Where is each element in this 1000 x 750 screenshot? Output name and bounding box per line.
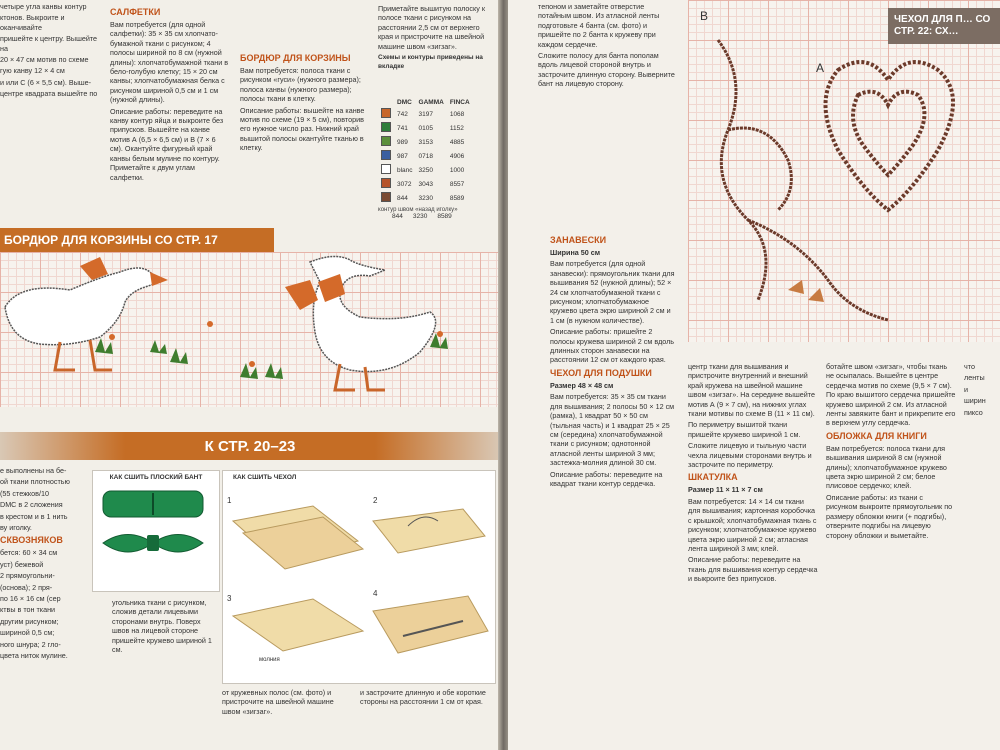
legend-swatch bbox=[381, 150, 391, 160]
legend-swatch bbox=[381, 136, 391, 146]
curtains-column: ЗАНАВЕСКИ Ширина 50 см Вам потребуется (для одной занавески): прямоугольник ткани для вышивания 52 (нужной длины); 52 × 24 см хлопчатобумажной ткани с рисунком; хлопчатобумажное кружево цвета экрю шириной 2 см и 1 см (в нужном количестве). Описание работы: пришейте 2 полосы кружева шириной 2 см вдоль длинных сторон занавески на расстоянии 12 см от каждого края. ЧЕХОЛ ДЛЯ ПОДУШКИ Размер 48 × 48 см Вам потребуется: 35 × 35 см ткани для вышивания; 2 полосы 50 × 12 см (рамка), 1 квадрат 50 × 50 см (тыльная часть) и 1 квадрат 25 × 25 см (середина) хлопчатобумажной ткани с рисунком; однотонной атласной ленты шириной 3 мм; застежка-молния длиной 30 см. Описание работы: переведите на квадрат ткани контур сердечка. bbox=[550, 235, 675, 488]
cover-sewing-title: КАК СШИТЬ ЧЕХОЛ bbox=[233, 474, 297, 481]
legend-row bbox=[378, 107, 473, 121]
left-bottom-col2: угольника ткани с рисунком, сложив детали лицевыми сторонами внутрь. Поверх швов на лицевой стороне пришейте кружево шириной 1 см. bbox=[112, 598, 212, 655]
step-3-label: 3 bbox=[227, 594, 232, 603]
heart-motif bbox=[826, 62, 954, 210]
legend-dmc-code: blanc bbox=[397, 166, 413, 174]
basket-border-column bbox=[240, 50, 365, 155]
legend-gamma-code: 3250 bbox=[418, 166, 434, 174]
legend-header-dmc: DMC bbox=[397, 99, 412, 106]
legend-swatch bbox=[381, 192, 391, 202]
flat-bow-illustration bbox=[92, 470, 220, 592]
legend-finca-code: 8557 bbox=[449, 180, 465, 188]
schemes-note: Схемы и контуры приведены на вкладке bbox=[378, 54, 483, 71]
right-top-col1: тепоном и заметайте отверстие потайным швом. Из атласной ленты подготовьте 4 банта (см. фото) и пришейте по 2 банта к кружеву при каждом сердечке. Сложите полосу для банта пополам вдоль лицевой стороной внутрь и застрочите длинную сторону. Выверните бант на лицевую сторону. bbox=[538, 2, 675, 89]
basket-border-banner: БОРДЮР ДЛЯ КОРЗИНЫ СО СТР. 17 bbox=[0, 228, 274, 252]
flat-bow-title: КАК СШИТЬ ПЛОСКИЙ БАНТ bbox=[109, 474, 203, 481]
legend-row bbox=[378, 149, 473, 163]
pillow-cover-heading: ЧЕХОЛ ДЛЯ ПОДУШКИ bbox=[550, 367, 652, 378]
bow-drawing bbox=[93, 481, 219, 581]
goose-1 bbox=[5, 257, 168, 370]
curtains-heading: ЗАНАВЕСКИ bbox=[550, 235, 607, 245]
left-top-col1: четыре угла канвы контур ктонов. Выкроите и оканчивайте пришейте к центру. Вышейте на 20 × 47 см мотив по схеме гую канву 12 × 4 см и или С (6 × 5,5 см). Выше- центре квадрата вышейте по bbox=[0, 2, 98, 99]
legend-finca-code: 1000 bbox=[449, 166, 465, 174]
basket-border-column-2: Приметайте вышитую полоску к полосе ткани с рисунком на расстоянии 2,5 см от верхнего края и пристрочите на швейной машине швом «зигзаг». Схемы и контуры приведены на вкладке bbox=[378, 4, 496, 74]
goose-pattern-svg bbox=[0, 252, 500, 407]
legend-dmc-code: 742 bbox=[397, 110, 408, 118]
right-right-column: ботайте швом «зигзаг», чтобы ткань не осыпалась. Вышейте в центре сердечка мотив по схеме (9,5 × 7 см). По краю вышитого сердечка пришейте кружево шириной 2 см. Из атласной ленты завяжите бант и прикрепите его в верхнем углу сердечка. ОБЛОЖКА ДЛЯ КНИГИ Вам потребуется: полоса ткани для вышивания шириной 8 см (нужной длины); хлопчатобумажное кружево цвета экрю шириной 2 см; белое плисовое сердечко; клей. Описание работы: из ткани с рисунком выкроите прямоугольник по размеру обложки книги (+ подгибы), отверните подгибы на лицевую сторону обложки и выметайте. bbox=[826, 362, 956, 540]
legend-contour-label: контур швом «назад иголку» bbox=[378, 207, 458, 213]
legend-row bbox=[378, 177, 473, 191]
legend-dmc-code: 741 bbox=[397, 124, 408, 132]
legend-row bbox=[378, 135, 473, 149]
legend-finca-code: 8589 bbox=[449, 194, 465, 202]
legend-gamma-code: 3153 bbox=[418, 138, 434, 146]
legend-finca-code: 1152 bbox=[449, 124, 464, 132]
legend-row bbox=[378, 121, 473, 135]
legend-swatch bbox=[381, 108, 391, 118]
legend-row bbox=[378, 191, 473, 205]
legend-gamma-code: 0105 bbox=[418, 124, 434, 132]
legend-gamma-code: 3230 bbox=[418, 194, 434, 202]
step-1-label: 1 bbox=[227, 496, 232, 505]
zipper-label: молния bbox=[259, 657, 280, 663]
legend-row bbox=[378, 163, 473, 177]
goose-cross-stitch-chart bbox=[0, 252, 500, 407]
book-cover-heading: ОБЛОЖКА ДЛЯ КНИГИ bbox=[826, 430, 927, 441]
pillow-cover-size: Размер 48 × 48 см bbox=[550, 380, 614, 390]
legend-finca-code: 4906 bbox=[449, 152, 465, 160]
legend-dmc-code: 844 bbox=[397, 194, 408, 202]
legend-gamma-code: 3197 bbox=[418, 110, 434, 118]
vine-motif bbox=[718, 40, 888, 320]
legend-gamma-code: 0718 bbox=[418, 152, 434, 160]
leaf-accents bbox=[788, 280, 824, 302]
heart-cross-stitch-chart bbox=[688, 0, 1000, 342]
left-bottom-col4: и застрочите длинную и обе короткие стороны на расстоянии 1 см от края. bbox=[360, 688, 486, 707]
basket-border-heading: БОРДЮР ДЛЯ КОРЗИНЫ bbox=[240, 53, 351, 63]
chart-label-b: В bbox=[700, 9, 709, 23]
cover-steps-drawing bbox=[223, 481, 495, 681]
color-legend bbox=[378, 98, 496, 220]
box-size: Размер 11 × 11 × 7 см bbox=[688, 485, 763, 495]
legend-swatch bbox=[381, 122, 391, 132]
napkins-column bbox=[110, 4, 230, 184]
napkins-heading: САЛФЕТКИ bbox=[110, 7, 161, 17]
napkins-materials: Вам потребуется (для одной салфетки): 35 × 35 см хлопчато-бумажной ткани с рисунком; 4 полосы шириной по 8 см (нужной длины): хлопчатобумажной ткани в бело-голубую клетку; 15 × 20 см канвы; хлопчатобумажная белка с рисунком шириной 0,5 см и 1 см (нужной длины). bbox=[110, 20, 229, 105]
basket-border-materials: Вам потребуется: полоса ткани с рисунком «гуси» (нужного размера); полоса канвы (нужного размера); полосы ткани в клетку. bbox=[240, 66, 361, 104]
napkins-description: Описание работы: переведите на канву контур яйца и выкроите без припусков. Вышейте на канве мотив А (6,5 × 6,5 см) и В (7 × 6 см). Окантуйте фигурный край канвы белым мулине по контуру. Приметайте к двум углам салфетки. bbox=[110, 106, 224, 182]
legend-header-finca: FINCA bbox=[449, 99, 470, 106]
legend-gamma-code: 3043 bbox=[418, 180, 434, 188]
heart-pattern-svg bbox=[688, 0, 1000, 342]
left-bottom-col1: е выполнены на бе- ой ткани плотностью (55 стежков/10 DMC в 2 сложения в крестом и в 1 нить ву иголку. СКВОЗНЯКОВ бется: 60 × 34 см уст) бежевой 2 прямоугольни- (основа); 2 пря- по 16 × 16 см (сер ктвы в тон ткани другим рисунком; шириной 0,5 см; ного шнура; 2 гло- цвета ниток мулине. bbox=[0, 466, 86, 663]
pages-20-23-banner: К СТР. 20–23 bbox=[0, 432, 500, 460]
step-2-label: 2 bbox=[373, 496, 378, 505]
box-heading: ШКАТУЛКА bbox=[688, 472, 738, 483]
step-4-label: 4 bbox=[373, 589, 378, 598]
chart-label-a: А bbox=[816, 61, 825, 75]
goose-2 bbox=[285, 256, 436, 390]
legend-header-gamma: GAMMA bbox=[418, 99, 444, 106]
right-edge-column: что ленты и ширин пиксо bbox=[964, 362, 986, 417]
pillow-cover-chart-banner: ЧЕХОЛ ДЛЯ П… СО СТР. 22: СХ… bbox=[888, 8, 1000, 44]
cover-sewing-illustration bbox=[222, 470, 496, 684]
basket-border-description: Описание работы: вышейте на канве мотив по схеме (19 × 5 см), повторив его нужное число раз. Нижний край вышитой полосы окантуйте тканью в клетку. bbox=[240, 105, 365, 153]
legend-finca-code: 1068 bbox=[449, 110, 465, 118]
legend-dmc-code: 987 bbox=[397, 152, 408, 160]
curtains-size: Ширина 50 см bbox=[550, 248, 601, 257]
legend-dmc-code: 3072 bbox=[397, 180, 412, 188]
right-middle-column: центр ткани для вышивания и пристрочите внутренний и внешний край кружева на швейной машине швом «зигзаг». На середине вышейте мотив А (9 × 7 см), на нижних углах ткани мотивы по схеме В (11 × 11 см). По периметру вышитой ткани пришейте кружево шириной 1 см. Сложите лицевую и тыльную части чехла лицевыми сторонами внутрь и застрочите по периметру. ШКАТУЛКА Размер 11 × 11 × 7 см Вам потребуется: 14 × 14 см ткани для вышивания; картонная коробочка с крышкой; хлопчатобумажная ткань с рисунком; хлопчатобумажное кружево цвета экрю шириной 2 см; атласная лента шириной 3 мм; клей. Описание работы: переведите на ткань для вышивания контур сердечка и выкроите без припусков. bbox=[688, 362, 818, 584]
left-bottom-col3: от кружевных полос (см. фото) и пристрочите на швейной машине швом «зигзаг». bbox=[222, 688, 334, 716]
legend-dmc-code: 989 bbox=[397, 138, 408, 146]
legend-contour-codes: 844 3230 8589 bbox=[392, 213, 452, 220]
legend-finca-code: 4885 bbox=[449, 138, 465, 146]
legend-swatch bbox=[381, 164, 391, 174]
draft-stopper-heading: СКВОЗНЯКОВ bbox=[0, 535, 63, 546]
right-page bbox=[508, 0, 1000, 750]
legend-swatch bbox=[381, 178, 391, 188]
